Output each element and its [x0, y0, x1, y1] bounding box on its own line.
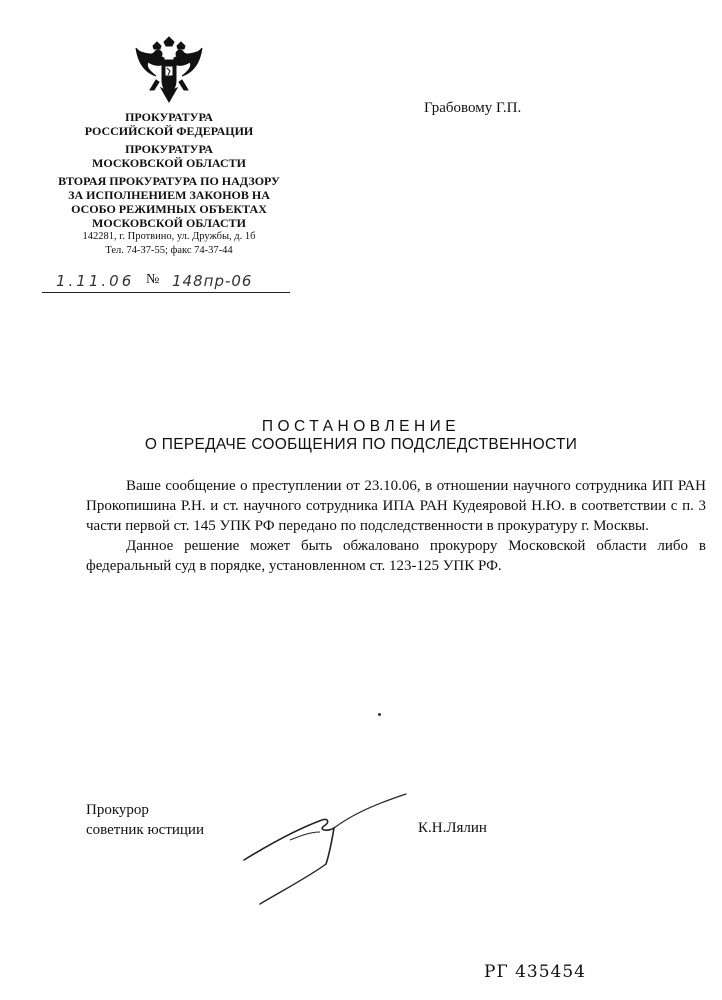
document-title: ПОСТАНОВЛЕНИЕ: [261, 418, 461, 435]
registration-number: 148пр-06: [172, 272, 253, 290]
stray-mark: [378, 713, 381, 716]
header-line: ПРОКУРАТУРА: [125, 142, 213, 156]
header-line: МОСКОВСКОЙ ОБЛАСТИ: [92, 216, 246, 230]
registration-date: 1.11.06: [56, 272, 135, 290]
signer-position-line: Прокурор: [86, 802, 149, 818]
signer-position-line: советник юстиции: [86, 822, 204, 838]
header-line: ЗА ИСПОЛНЕНИЕМ ЗАКОНОВ НА: [68, 188, 270, 202]
issuer-address: 142281, г. Протвино, ул. Дружбы, д. 1б: [82, 231, 256, 242]
body-paragraph: Ваше сообщение о преступлении от 23.10.06, в отношении научного сотрудника ИП РАН Прокопишина Р.Н. и ст. научного сотрудника ИПА РАН Кудеяровой Н.Ю. в соответствии с п. 3 части первой ст. 145 УПК РФ передано по подследственности в прокуратуру г. Москвы.: [86, 478, 706, 534]
state-emblem-icon: [134, 36, 204, 108]
header-line: ОСОБО РЕЖИМНЫХ ОБЪЕКТАХ: [71, 202, 267, 216]
document-subtitle: О ПЕРЕДАЧЕ СООБЩЕНИЯ ПО ПОДСЛЕДСТВЕННОСТИ: [144, 436, 578, 453]
header-line: МОСКОВСКОЙ ОБЛАСТИ: [92, 156, 246, 170]
issuer-phones: Тел. 74-37-55; факс 74-37-44: [105, 244, 233, 256]
registration-line: [42, 272, 290, 293]
number-sign: №: [146, 272, 160, 287]
header-line: ВТОРАЯ ПРОКУРАТУРА ПО НАДЗОРУ: [58, 174, 280, 188]
document-title-block: [0, 418, 722, 454]
document-body: [86, 476, 706, 576]
signer-position: [86, 800, 204, 840]
body-paragraph: Данное решение может быть обжаловано прокурору Московской области либо в федеральный суд в порядке, установленном ст. 123-125 УПК РФ.: [86, 538, 706, 574]
form-serial-number: РГ 435454: [484, 962, 586, 982]
header-line: РОССИЙСКОЙ ФЕДЕРАЦИИ: [84, 124, 254, 138]
header-line: ПРОКУРАТУРА: [125, 110, 213, 124]
handwritten-signature: [230, 780, 410, 910]
issuer-header: [40, 110, 298, 257]
addressee: Грабовому Г.П.: [424, 100, 522, 116]
signer-name: К.Н.Лялин: [418, 820, 487, 836]
